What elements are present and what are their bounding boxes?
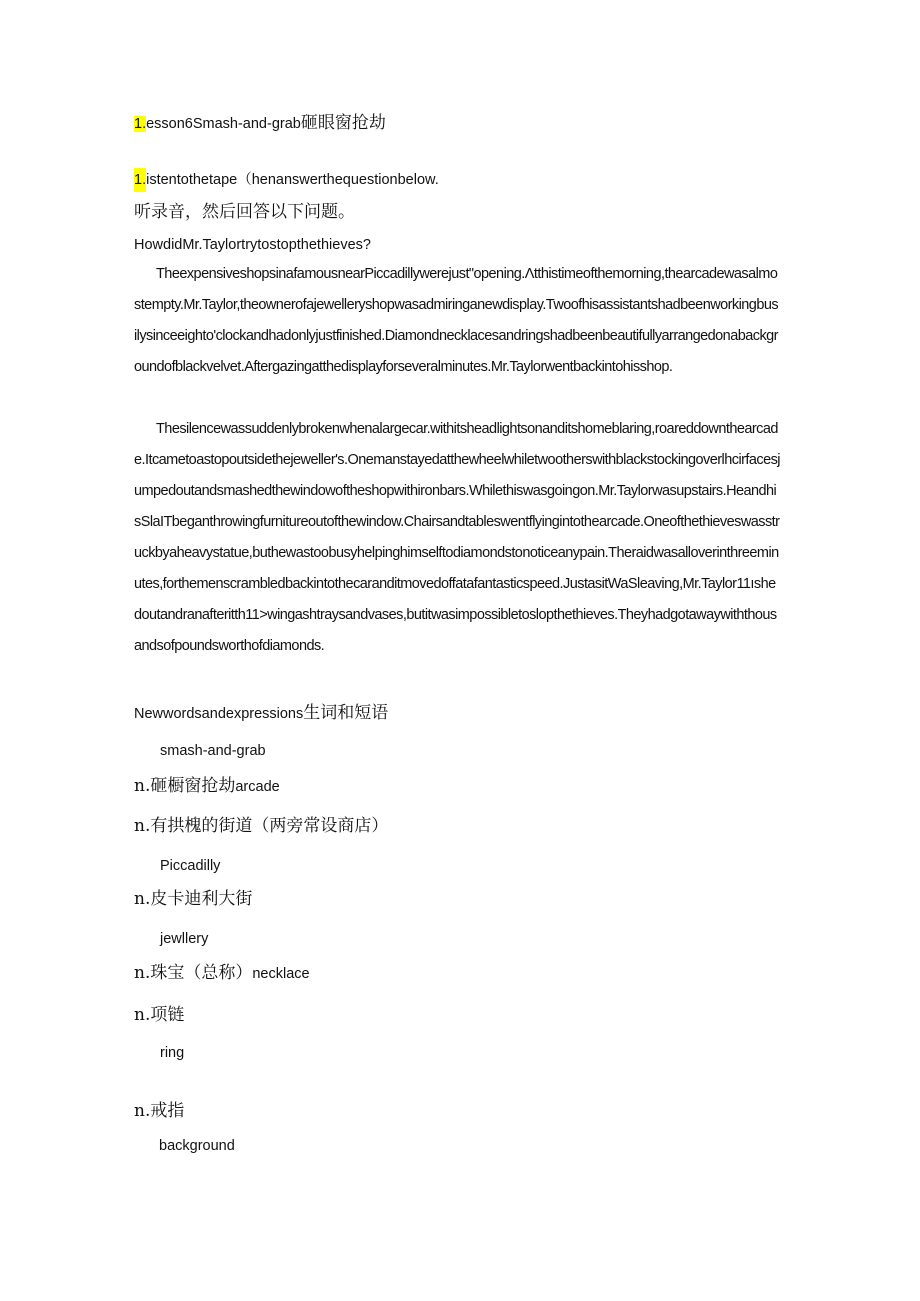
vocab-word-ring: ring [160,1045,185,1061]
instruction-highlight: 1. [134,168,146,192]
vocab-word-jewllery: jewllery [160,931,209,947]
vocab-heading-cn: 生词和短语 [303,703,389,723]
vocab-def-smash: n.砸橱窗抢劫 [134,776,236,796]
lesson-title [134,113,386,134]
vocab-definition [134,963,310,984]
title-highlight: 1. [134,116,147,132]
paragraph-1: TheexpensiveshopsinafamousnearPiccadillywerejust"opening.Λtthistimeofthemorning,thearcadewasalmostempty.Mr.Taylor,theownerofajewelleryshopwasadmiringanewdisplay.Twoofhisassistantshadbeenworkingbusilysinceeighto'clockandhadonlyjustfinished.Diamondnecklacesandringshadbeenbeautifullyarrangedonabackgroundofblackvelvet.Aftergazingatthedisplayforseveralminutes.Mr.Taylorwentbackintohisshop. [134,266,779,375]
vocab-def-piccadilly: n.皮卡迪利大街 [134,889,253,909]
vocab-heading [134,703,388,724]
question: HowdidMr.Taylortrytostopthethieves? [134,237,371,253]
vocab-def-ring: n.戒指 [134,1101,185,1121]
vocab-word: smash-and-grab [160,743,266,759]
vocab-word-necklace: necklace [252,966,310,982]
title-text: esson6Smash-and-grab [146,116,301,132]
instruction-text: istentothetape（henanswerthequestionbelow. [146,172,439,188]
instruction-cn: 听录音，然后回答以下问题。 [134,202,355,222]
vocab-definition [134,776,280,797]
vocab-def-necklace: n.项链 [134,1005,185,1025]
vocab-word-piccadilly: Piccadilly [160,858,221,874]
instruction [134,170,439,190]
paragraph-2: Thesilencewassuddenlybrokenwhenalargecar.withitsheadlightsonanditshomeblaring,roareddownthearcade.Itcametoastopoutsidethejeweller's.Onemanstayedatthewheelwhiletwootherswithblackstockingoverlhcirfacesjumpedoutandsmashedthewindowoftheshopwithironbars.Whilethiswasgoingon.Mr.Taylorwasupstairs.HeandhisSlaITbeganthrowingfurnitureoutofthewindow.Chairsandtableswentflyingintothearcade.Oneofthethieveswasstruckbyaheavystatue,buthewastoobusyhelpinghimselftodiamondstonoticeanypain.Theraidwasalloverinthreeminutes,forthemenscrambledbackintothecaranditmovedoffatafantasticspeed.JustasitWaSleaving,Mr.Taylor11ıshedoutandranafteritth11>wingashtraysandvases,butitwasimpossibletoslopthethieves.Theyhadgotawaywiththousandsofpoundsworthofdiamonds. [134,421,780,654]
vocab-word-arcade: arcade [235,779,280,795]
vocab-def-arcade: n.有拱槐的街道（两旁常设商店） [134,816,389,836]
vocab-def-jewllery: n.珠宝（总称） [134,963,253,983]
vocab-word-background: background [159,1138,235,1154]
title-cn: 砸眼窗抢劫 [300,113,386,133]
vocab-heading-en: Newwordsandexpressions [134,706,304,722]
